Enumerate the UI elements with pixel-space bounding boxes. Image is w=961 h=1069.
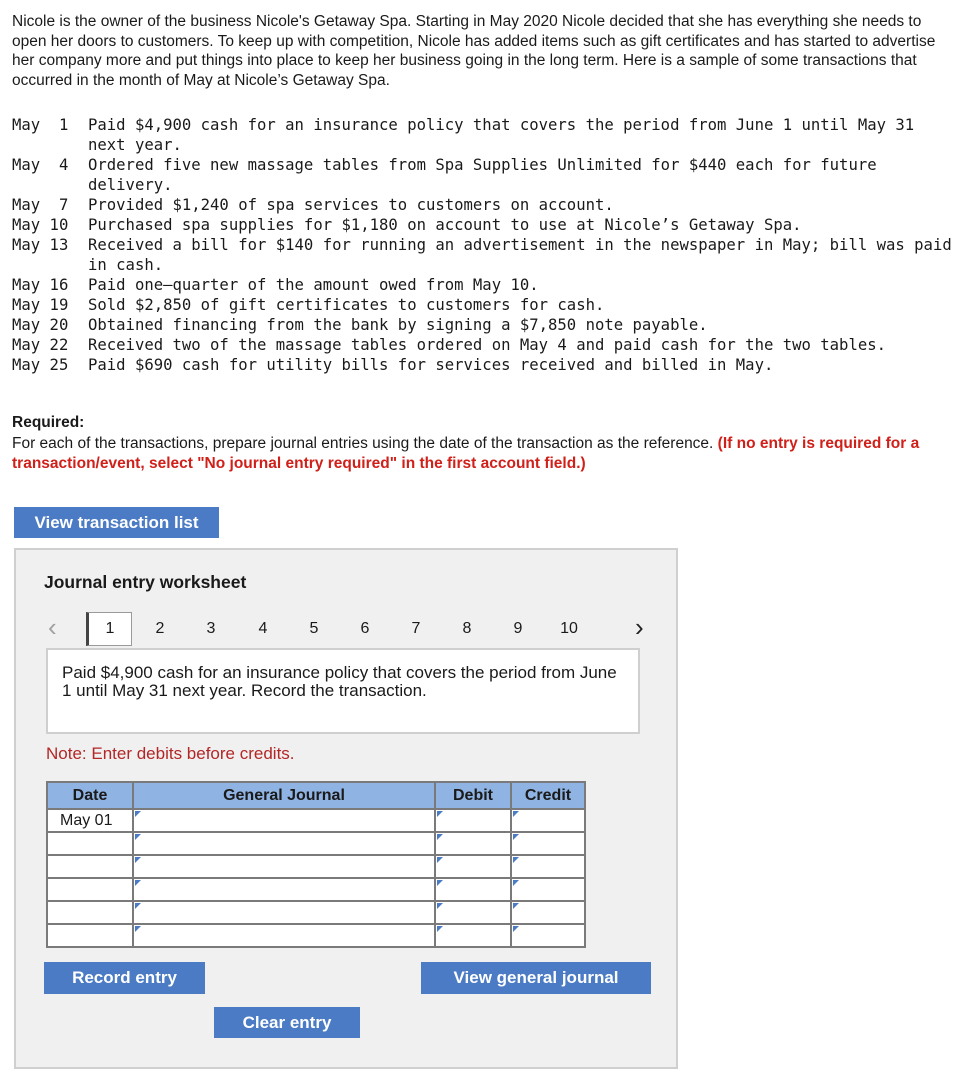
journal-row bbox=[47, 832, 585, 855]
account-field[interactable] bbox=[133, 809, 435, 832]
journal-row bbox=[47, 809, 585, 832]
worksheet-pager bbox=[16, 612, 676, 646]
page-2-tab[interactable]: 2 bbox=[155, 620, 165, 637]
required-warning: (If no entry is required for a transaction/event, select "No journal entry required" in the first account field.) bbox=[12, 435, 920, 472]
input-marker-icon bbox=[437, 903, 443, 909]
page-8-tab[interactable]: 8 bbox=[462, 620, 472, 637]
page-1-tab[interactable]: 1 bbox=[86, 612, 132, 646]
transaction-row bbox=[12, 215, 952, 235]
input-marker-icon bbox=[513, 834, 519, 840]
debit-credit-note: Note: Enter debits before credits. bbox=[46, 744, 295, 763]
journal-row bbox=[47, 901, 585, 924]
input-marker-icon bbox=[437, 811, 443, 817]
journal-date-cell[interactable] bbox=[47, 832, 133, 855]
transaction-row bbox=[12, 275, 952, 295]
credit-field[interactable] bbox=[511, 924, 585, 947]
input-marker-icon bbox=[513, 903, 519, 909]
page-10-tab[interactable]: 10 bbox=[560, 620, 578, 637]
transaction-date: May 25 bbox=[12, 356, 69, 374]
account-field[interactable] bbox=[133, 832, 435, 855]
transaction-date: May 16 bbox=[12, 276, 69, 294]
transaction-date: May 7 bbox=[12, 196, 69, 214]
transaction-date: May 10 bbox=[12, 216, 69, 234]
credit-field[interactable] bbox=[511, 878, 585, 901]
transaction-text: Purchased spa supplies for $1,180 on account to use at Nicole’s Getaway Spa. bbox=[88, 216, 802, 234]
debit-field[interactable] bbox=[435, 855, 511, 878]
dropdown-marker-icon bbox=[135, 834, 141, 840]
transaction-date: May 19 bbox=[12, 296, 69, 314]
chevron-right-icon[interactable]: › bbox=[635, 612, 644, 642]
journal-date-cell[interactable] bbox=[47, 878, 133, 901]
input-marker-icon bbox=[437, 880, 443, 886]
credit-column-header: Credit bbox=[511, 782, 585, 809]
transaction-row bbox=[12, 235, 952, 275]
journal-table-header bbox=[47, 782, 585, 809]
journal-entry-table bbox=[46, 781, 586, 948]
transaction-date: May 4 bbox=[12, 156, 69, 174]
transaction-text: Provided $1,240 of spa services to customers on account. bbox=[88, 196, 614, 214]
general-journal-column-header: General Journal bbox=[133, 782, 435, 809]
page-7-tab[interactable]: 7 bbox=[411, 620, 421, 637]
date-column-header: Date bbox=[47, 782, 133, 809]
transaction-text: Received two of the massage tables ordered on May 4 and paid cash for the two tables. bbox=[88, 336, 886, 354]
credit-field[interactable] bbox=[511, 855, 585, 878]
transaction-date: May 22 bbox=[12, 336, 69, 354]
account-field[interactable] bbox=[133, 878, 435, 901]
transaction-text: Paid $4,900 cash for an insurance policy that covers the period from June 1 until May 31 next year. bbox=[88, 116, 915, 154]
transaction-description: Paid $4,900 cash for an insurance policy that covers the period from June 1 until May 31 next year. Record the transaction. bbox=[46, 648, 640, 734]
transaction-date: May 1 bbox=[12, 116, 69, 134]
debit-field[interactable] bbox=[435, 832, 511, 855]
transaction-text: Received a bill for $140 for running an advertisement in the newspaper in May; bill was paid in cash. bbox=[88, 236, 952, 274]
transaction-text: Paid $690 cash for utility bills for services received and billed in May. bbox=[88, 356, 774, 374]
required-text: For each of the transactions, prepare journal entries using the date of the transaction as the reference. bbox=[12, 435, 718, 452]
view-transaction-list-button[interactable]: View transaction list bbox=[14, 507, 219, 538]
debit-field[interactable] bbox=[435, 924, 511, 947]
transaction-row bbox=[12, 115, 952, 155]
record-entry-button[interactable]: Record entry bbox=[44, 962, 205, 994]
chevron-left-icon[interactable]: ‹ bbox=[48, 612, 57, 642]
page-4-tab[interactable]: 4 bbox=[258, 620, 268, 637]
required-instructions bbox=[12, 434, 947, 474]
credit-field[interactable] bbox=[511, 901, 585, 924]
input-marker-icon bbox=[513, 926, 519, 932]
clear-entry-button[interactable]: Clear entry bbox=[214, 1007, 360, 1038]
journal-entry-worksheet bbox=[14, 548, 678, 1069]
debit-field[interactable] bbox=[435, 809, 511, 832]
transaction-row bbox=[12, 295, 952, 315]
transaction-date: May 13 bbox=[12, 236, 69, 254]
dropdown-marker-icon bbox=[135, 880, 141, 886]
transaction-list bbox=[12, 115, 952, 375]
input-marker-icon bbox=[437, 926, 443, 932]
transaction-text: Paid one–quarter of the amount owed from May 10. bbox=[88, 276, 539, 294]
journal-row bbox=[47, 878, 585, 901]
journal-row bbox=[47, 924, 585, 947]
input-marker-icon bbox=[513, 880, 519, 886]
transaction-row bbox=[12, 335, 952, 355]
page-5-tab[interactable]: 5 bbox=[309, 620, 319, 637]
transaction-date: May 20 bbox=[12, 316, 69, 334]
intro-paragraph: Nicole is the owner of the business Nicole's Getaway Spa. Starting in May 2020 Nicole decided that she has everything she needs to open her doors to customers. To keep up with competition, Nicole has added items such as gift certificates and has started to advertise her company more and put things into place to keep her business going in the long term. Here is a sample of some transactions that occurred in the month of May at Nicole’s Getaway Spa. bbox=[12, 13, 936, 89]
transaction-text: Ordered five new massage tables from Spa Supplies Unlimited for $440 each for future delivery. bbox=[88, 156, 877, 194]
journal-date-cell[interactable]: May 01 bbox=[47, 809, 133, 832]
transaction-row bbox=[12, 355, 952, 375]
required-heading: Required: bbox=[12, 414, 85, 431]
account-field[interactable] bbox=[133, 924, 435, 947]
journal-date-cell[interactable] bbox=[47, 855, 133, 878]
debit-field[interactable] bbox=[435, 901, 511, 924]
transaction-row bbox=[12, 195, 952, 215]
input-marker-icon bbox=[437, 857, 443, 863]
page-3-tab[interactable]: 3 bbox=[206, 620, 216, 637]
dropdown-marker-icon bbox=[135, 926, 141, 932]
debit-field[interactable] bbox=[435, 878, 511, 901]
account-field[interactable] bbox=[133, 901, 435, 924]
transaction-text: Obtained financing from the bank by signing a $7,850 note payable. bbox=[88, 316, 708, 334]
dropdown-marker-icon bbox=[135, 903, 141, 909]
credit-field[interactable] bbox=[511, 832, 585, 855]
dropdown-marker-icon bbox=[135, 811, 141, 817]
view-general-journal-button[interactable]: View general journal bbox=[421, 962, 651, 994]
transaction-row bbox=[12, 155, 952, 195]
input-marker-icon bbox=[513, 857, 519, 863]
journal-row bbox=[47, 855, 585, 878]
page-6-tab[interactable]: 6 bbox=[360, 620, 370, 637]
account-field[interactable] bbox=[133, 855, 435, 878]
transaction-row bbox=[12, 315, 952, 335]
credit-field[interactable] bbox=[511, 809, 585, 832]
input-marker-icon bbox=[437, 834, 443, 840]
page-9-tab[interactable]: 9 bbox=[513, 620, 523, 637]
journal-date-cell[interactable] bbox=[47, 901, 133, 924]
input-marker-icon bbox=[513, 811, 519, 817]
transaction-text: Sold $2,850 of gift certificates to customers for cash. bbox=[88, 296, 605, 314]
debit-column-header: Debit bbox=[435, 782, 511, 809]
dropdown-marker-icon bbox=[135, 857, 141, 863]
worksheet-title: Journal entry worksheet bbox=[44, 572, 247, 592]
journal-date-cell[interactable] bbox=[47, 924, 133, 947]
